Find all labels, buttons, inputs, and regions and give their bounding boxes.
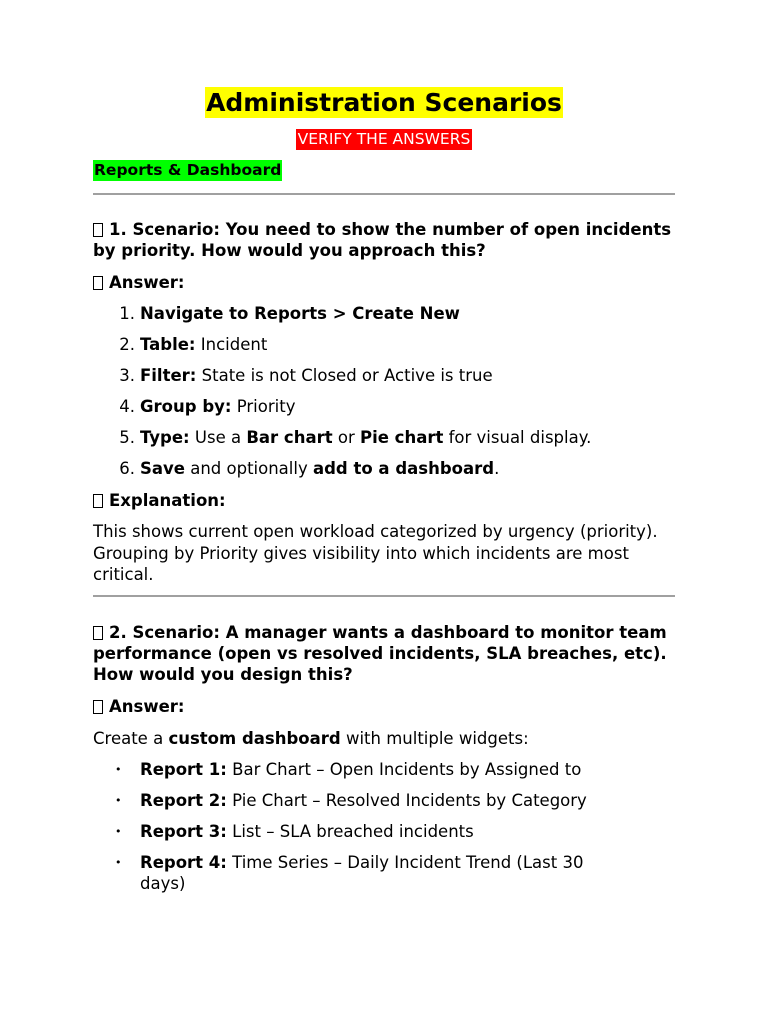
report-text	[140, 790, 675, 811]
answer-2-heading	[93, 696, 185, 717]
step-number: 3.	[119, 366, 135, 385]
step-plain: .	[494, 459, 500, 478]
report-desc: Pie Chart – Resolved Incidents by Category	[226, 791, 587, 810]
step-text	[140, 334, 675, 355]
step-number: 2.	[119, 335, 135, 354]
scenario-1-question	[93, 219, 675, 261]
step-plain: Incident	[195, 335, 268, 354]
step-bold: Save	[140, 459, 185, 478]
report-desc: Bar Chart – Open Incidents by Assigned to	[226, 760, 582, 779]
horizontal-rule	[93, 595, 675, 597]
intro-post: with multiple widgets:	[340, 729, 529, 748]
answer-1-heading	[93, 272, 185, 293]
step-text	[140, 365, 675, 386]
missing-glyph-icon	[93, 494, 103, 508]
step-bold: Group by:	[140, 397, 232, 416]
scenario-2-text: 2. Scenario: A manager wants a dashboard to monitor team performance (open vs resolved incidents, SLA breaches, etc). How would you design this?	[93, 623, 667, 684]
explanation-heading	[93, 490, 226, 511]
document-title: Administration Scenarios	[206, 88, 562, 117]
intro-bold: custom dashboard	[168, 729, 341, 748]
verify-banner: VERIFY THE ANSWERS	[297, 130, 471, 148]
report-text	[140, 852, 630, 894]
horizontal-rule	[93, 193, 675, 195]
step-bold: Filter:	[140, 366, 197, 385]
bullet-icon: •	[115, 763, 122, 776]
report-label: Report 2:	[140, 791, 227, 810]
report-label: Report 4:	[140, 853, 227, 872]
step-plain: Priority	[231, 397, 296, 416]
step-bold: Navigate to Reports > Create New	[140, 304, 460, 323]
step-text	[140, 303, 675, 324]
bullet-icon: •	[115, 856, 122, 869]
intro-line	[93, 728, 675, 749]
intro-pre: Create a	[93, 729, 169, 748]
missing-glyph-icon	[93, 276, 103, 290]
step-bold: Type:	[140, 428, 190, 447]
title-container	[93, 87, 675, 118]
section-heading: Reports & Dashboard	[94, 161, 282, 179]
step-plain: State is not Closed or Active is true	[196, 366, 493, 385]
missing-glyph-icon	[93, 223, 103, 237]
answer-2-label: Answer:	[109, 697, 185, 716]
missing-glyph-icon	[93, 626, 103, 640]
report-desc: Time Series – Daily Incident Trend (Last 30 days)	[140, 853, 584, 893]
step-bold: add to a dashboard	[312, 459, 495, 478]
step-number: 4.	[119, 397, 135, 416]
step-number: 1.	[119, 304, 135, 323]
step-bold: Bar chart	[246, 428, 333, 447]
subtitle-container	[93, 129, 675, 150]
report-label: Report 1:	[140, 760, 227, 779]
step-number: 6.	[119, 459, 135, 478]
step-number: 5.	[119, 428, 135, 447]
scenario-1-text: 1. Scenario: You need to show the number of open incidents by priority. How would you approach this?	[93, 220, 672, 260]
report-text	[140, 821, 675, 842]
answer-1-label: Answer:	[109, 273, 185, 292]
report-text	[140, 759, 675, 780]
step-text	[140, 427, 675, 448]
step-plain: Use a	[189, 428, 247, 447]
step-bold: Table:	[140, 335, 196, 354]
step-plain: and optionally	[184, 459, 313, 478]
report-label: Report 3:	[140, 822, 227, 841]
scenario-2-question	[93, 622, 675, 685]
bullet-icon: •	[115, 825, 122, 838]
explanation-label: Explanation:	[109, 491, 226, 510]
step-plain: for visual display.	[443, 428, 592, 447]
step-bold: Pie chart	[359, 428, 444, 447]
report-desc: List – SLA breached incidents	[226, 822, 474, 841]
step-plain: or	[332, 428, 360, 447]
explanation-paragraph: This shows current open workload categorized by urgency (priority). Grouping by Priority gives visibility into which incidents are most critical.	[93, 522, 658, 584]
bullet-icon: •	[115, 794, 122, 807]
missing-glyph-icon	[93, 700, 103, 714]
step-text	[140, 396, 675, 417]
step-text	[140, 458, 675, 479]
